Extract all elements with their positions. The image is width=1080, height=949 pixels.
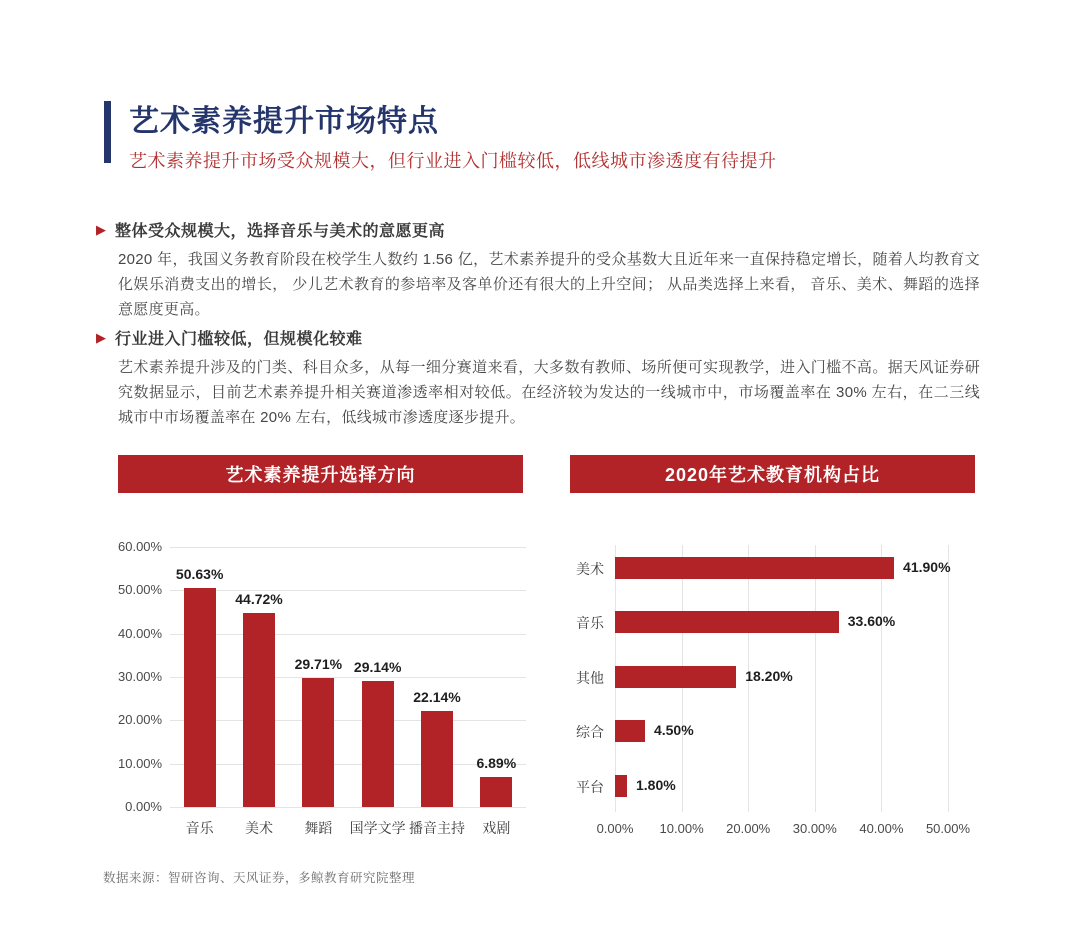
bar-value-label: 44.72% [235,591,283,608]
x-axis-category-label: 播音主持 [409,820,465,836]
x-axis-category-label: 国学文学 [349,820,406,836]
y-axis-tick-label: 50.00% [118,582,163,598]
key-point-section-2 [96,326,980,430]
gridline [881,545,882,812]
section-body-text: 2020 年，我国义务教育阶段在校学生人数约 1.56 亿，艺术素养提升的受众基数大且近年来一直保持稳定增长，随着人均教育文化娱乐消费支出的增长， 少儿艺术教育的参培率及客单价还有很大的上升空间； 从品类选择上来看， 音乐、美术、舞蹈的选择意愿度更高。 [118,251,980,318]
bar-value-label: 50.63% [175,565,224,582]
bar [421,711,453,807]
x-axis-tick-label: 50.00% [925,821,971,836]
bar-value-label: 41.90% [903,559,951,575]
bar-value-label: 29.71% [294,656,343,673]
bar [615,775,627,797]
x-axis-tick-label: 30.00% [792,821,837,836]
y-axis-tick-label: 40.00% [118,625,163,641]
y-axis-category-label: 平台 [576,778,604,795]
x-axis-category-label: 舞蹈 [304,820,333,836]
y-axis-tick-label: 20.00% [118,712,163,728]
title-accent-bar [104,101,111,163]
section-body-text: 艺术素养提升涉及的门类、科目众多，从每一细分赛道来看，大多数有教师、场所便可实现教学，进入门槛不高。据天风证券研究数据显示，目前艺术素养提升相关赛道渗透率相对较低。在经济较为发达的一线城市中，市场覆盖率在 30% 左右，在二三线城市中市场覆盖率在 20% 左右，低线城市渗透度逐步提升。 [118,359,980,426]
x-axis-category-label: 戏剧 [482,820,511,836]
x-axis-tick-label: 10.00% [659,821,704,836]
bar-value-label: 22.14% [413,689,461,706]
bar [615,666,736,688]
gridline [170,547,526,548]
bar [615,557,894,579]
institution-share-chart [570,540,998,852]
data-source-note: 数据来源：智研咨询、天风证券，多鲸教育研究院整理 [103,871,416,885]
bar-value-label: 6.89% [476,755,517,772]
gridline [170,634,526,635]
bar-value-label: 4.50% [653,722,694,739]
bar-value-label: 18.20% [745,667,793,684]
section-heading: 整体受众规模大，选择音乐与美术的意愿更高 [115,223,446,240]
gridline [815,545,816,812]
y-axis-tick-label: 0.00% [125,799,162,814]
gridline [170,807,526,808]
x-axis-category-label: 美术 [245,820,273,836]
bar-value-label: 29.14% [353,658,402,675]
selection-direction-chart [118,541,530,853]
bar [480,777,512,807]
bar [243,613,275,807]
left-chart-title-banner: 艺术素养提升选择方向 [118,455,523,493]
y-axis-category-label: 美术 [576,561,604,577]
triangle-bullet-icon: ▶ [96,330,106,345]
page-subtitle: 艺术素养提升市场受众规模大，但行业进入门槛较低，低线城市渗透度有待提升 [129,151,777,171]
gridline [170,720,526,721]
bar-value-label: 1.80% [635,776,676,793]
section-heading-row [96,326,980,349]
y-axis-category-label: 音乐 [576,615,604,632]
bar-value-label: 33.60% [847,613,896,630]
gridline [948,545,949,812]
gridline [170,677,526,678]
y-axis-tick-label: 10.00% [118,755,163,771]
x-axis-tick-label: 20.00% [726,821,771,836]
y-axis-category-label: 综合 [576,724,604,741]
section-heading-row [96,218,980,241]
section-heading: 行业进入门槛较低，但规模化较难 [115,331,363,348]
bar [615,611,839,633]
y-axis-category-label: 其他 [576,669,604,686]
bar [615,720,645,742]
bar [302,678,334,807]
right-chart-title-banner: 2020年艺术教育机构占比 [570,455,975,493]
x-axis-tick-label: 40.00% [859,821,904,836]
key-point-section-1 [96,218,980,322]
x-axis-tick-label: 0.00% [596,821,634,836]
bar [184,588,216,807]
x-axis-category-label: 音乐 [185,820,214,836]
page-title: 艺术素养提升市场特点 [129,105,439,138]
y-axis-tick-label: 60.00% [118,539,163,554]
triangle-bullet-icon: ▶ [96,222,106,237]
y-axis-tick-label: 30.00% [118,669,163,684]
bar [362,681,394,807]
